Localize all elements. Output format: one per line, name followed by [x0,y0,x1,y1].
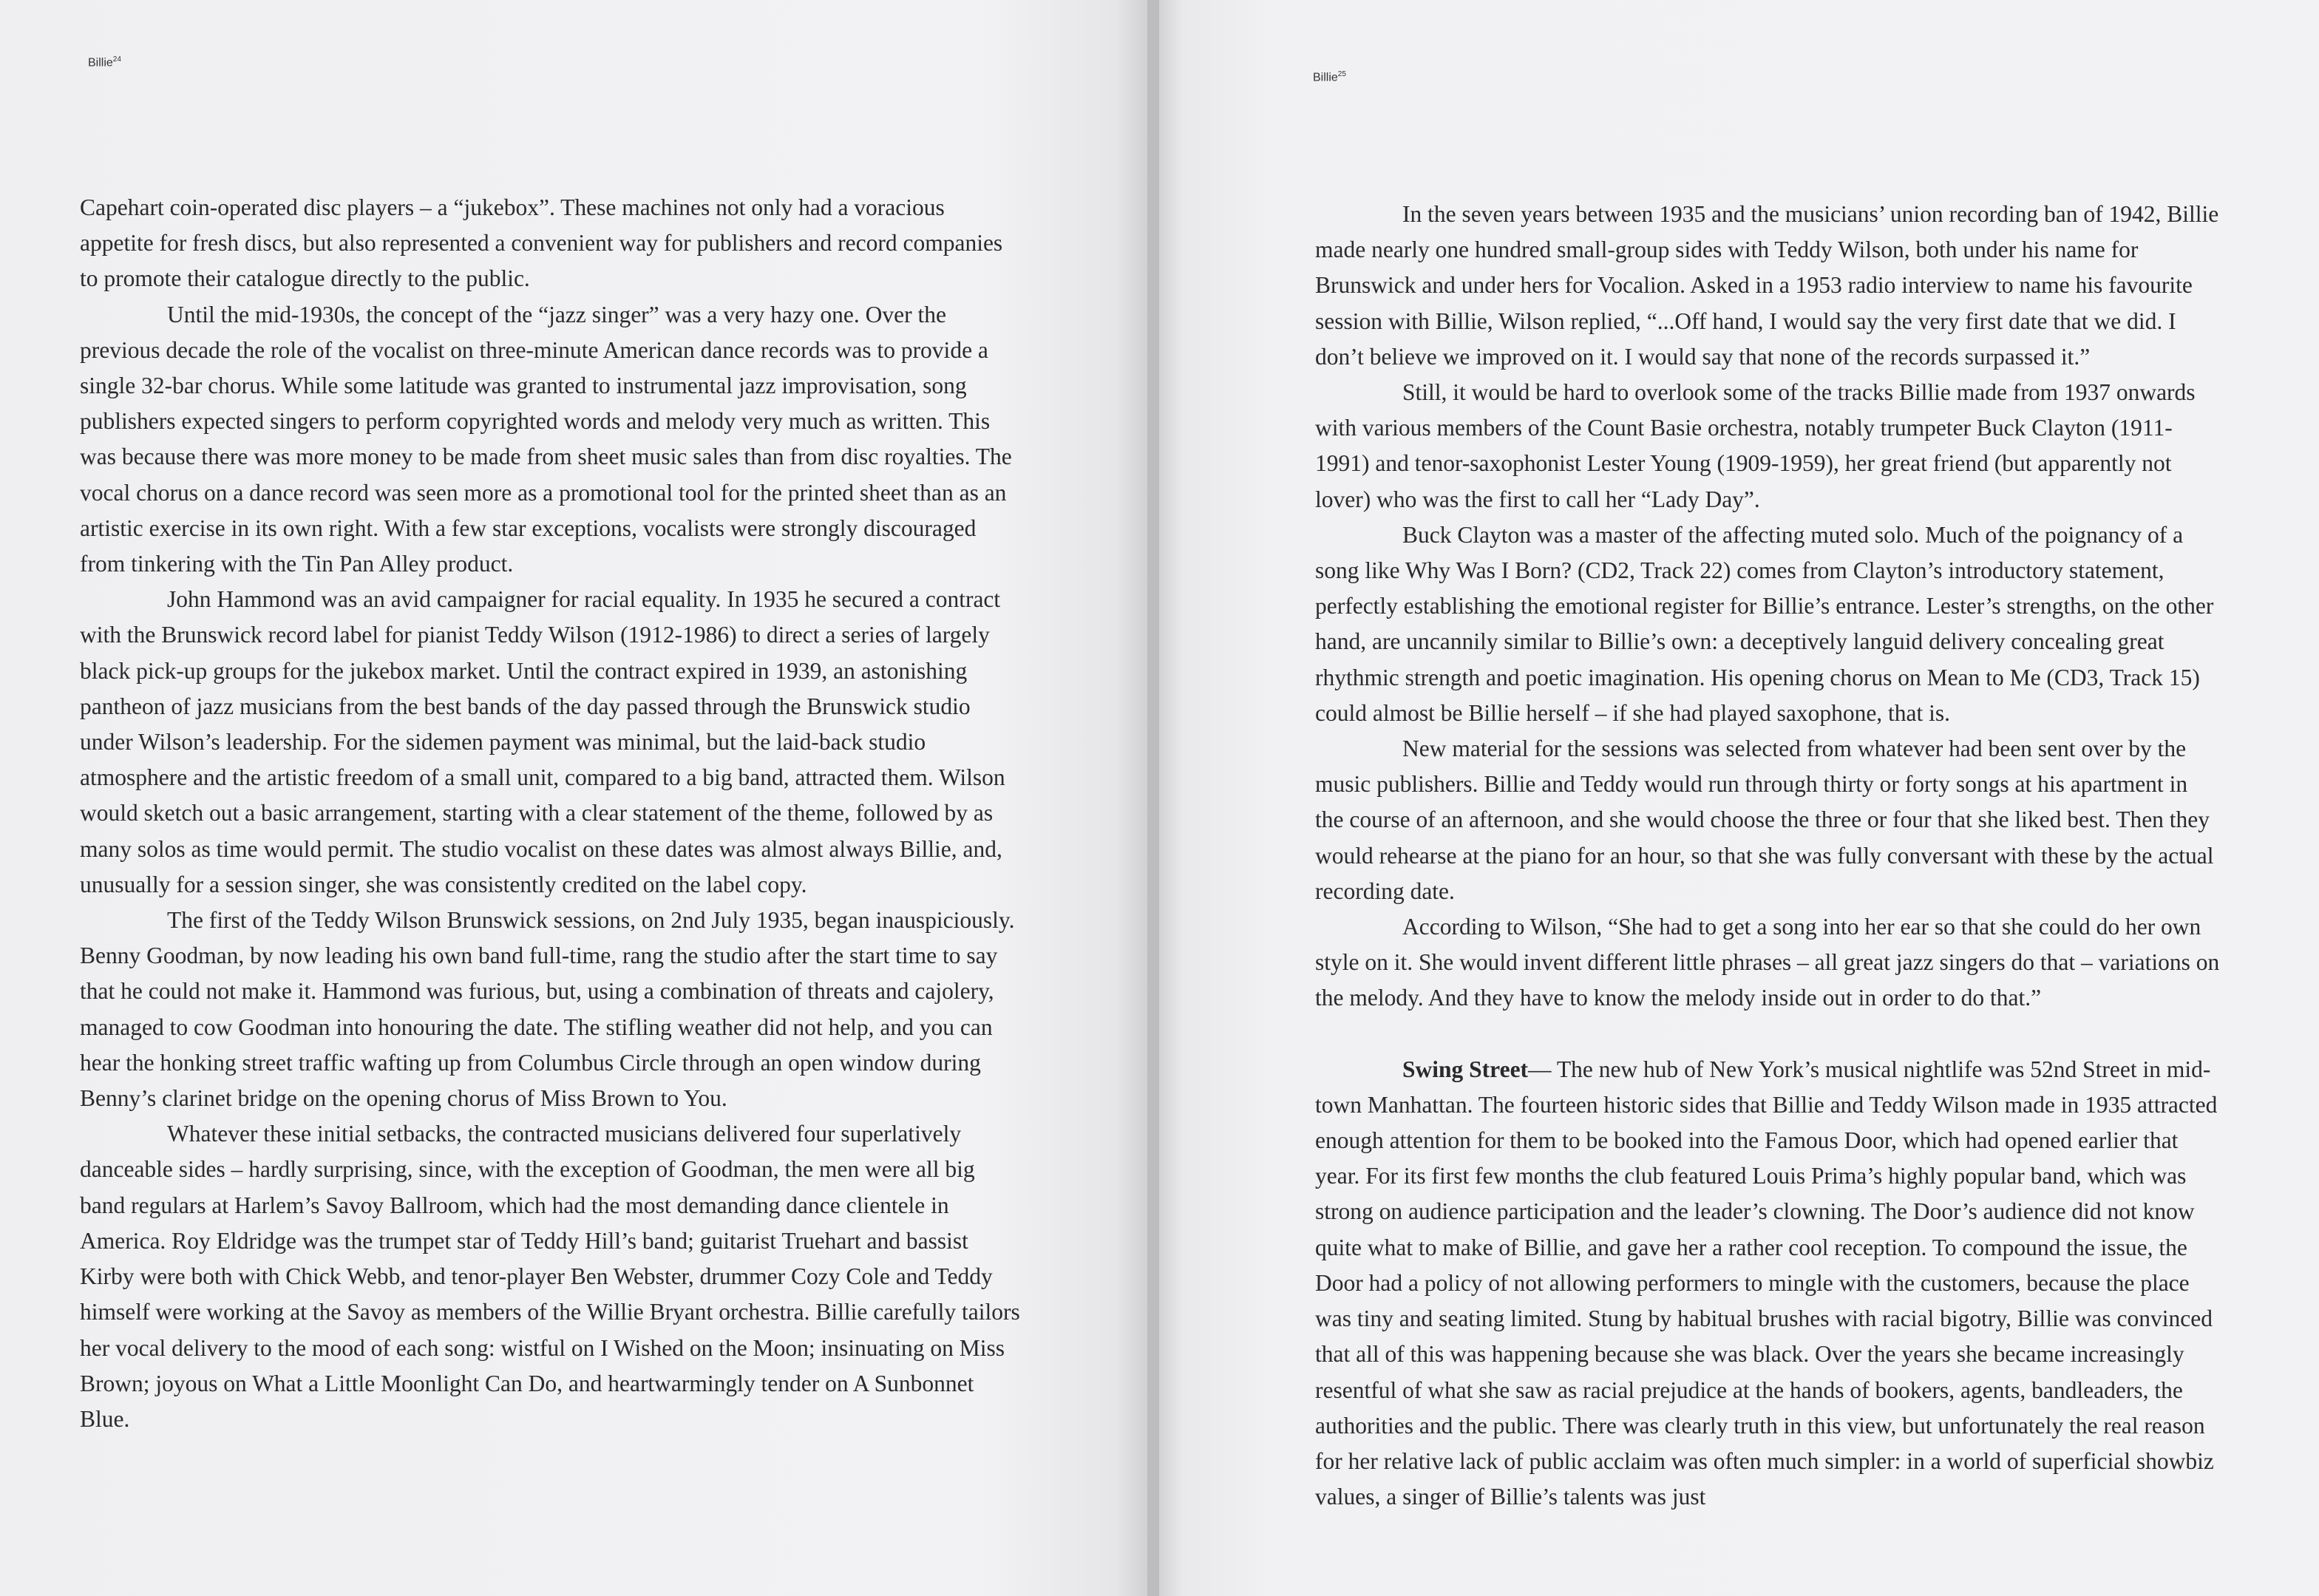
right-page-number: 25 [1337,70,1346,78]
right-running-head [1313,70,1346,84]
paragraph: In the seven years between 1935 and the musicians’ union recording ban of 1942, Billie made nearly one hundred small-group sides with Teddy Wilson, both under his name for Brunswick and under hers for Vocalion. Asked in a 1953 radio interview to name his favourite session with Billie, Wilson replied, “...Off hand, I would say the very first date that we did. I don’t believe we improved on it. I would say that none of the records surpassed it.” [1315,201,2219,370]
left-page [0,0,1150,1596]
right-running-head-title: Billie [1313,71,1338,84]
section-paragraph [1315,1052,2221,1515]
paragraph: Still, it would be hard to overlook some of the tracks Billie made from 1937 onwards with various members of the Count Basie orchestra, notably trumpeter Buck Clayton (1911-1991) and tenor-saxophonist Lester Young (1909-1959), her great friend (but apparently not lover) who was the first to call her “Lady Day”. [1315,379,2196,512]
paragraph: New material for the sessions was selected from whatever had been sent over by the music publishers. Billie and Teddy would run through thirty or forty songs at his apartment in the course of an afternoon, and she would choose the three or four that she liked best. Then they would rehearse at the piano for an hour, so that she was fully conversant with these by the actual recording date. [1315,736,2214,904]
paragraph: Capehart coin-operated disc players – a “jukebox”. These machines not only had a voracious appetite for fresh discs, but also represented a convenient way for publishers and record companies to promote their catalogue directly to the public. [80,194,1003,292]
section-heading: Swing Street [1402,1056,1529,1082]
left-running-head [88,55,121,69]
right-page [1159,0,2319,1596]
paragraph: John Hammond was an avid campaigner for racial equality. In 1935 he secured a contract with the Brunswick record label for pianist Teddy Wilson (1912-1986) to direct a series of largely black pick-up groups for the jukebox market. Until the contract expired in 1939, an astonishing pantheon of jazz musicians from the best bands of the day passed through the Brunswick studio under Wilson’s leadership. For the sidemen payment was minimal, but the laid-back studio atmosphere and the artistic freedom of a small unit, compared to a big band, attracted them. Wilson would sketch out a basic arrangement, starting with a clear statement of the theme, followed by as many solos as time would permit. The studio vocalist on these dates was almost always Billie, and, unusually for a session singer, she was consistently credited on the label copy. [80,586,1005,897]
left-running-head-title: Billie [88,56,113,69]
section-text: — The new hub of New York’s musical nightlife was 52nd Street in mid-town Manhattan. The fourteen historic sides that Billie and Teddy Wilson made in 1935 attracted enough attention for them to be booked into the Famous Door, which had opened earlier that year. For its first few months the club featured Louis Prima’s highly popular band, which was strong on audience participation and the leader’s clowning. The Door’s audience did not know quite what to make of Billie, and gave her a rather cool reception. To compound the issue, the Door had a policy of not allowing performers to mingle with the customers, because the place was tiny and seating limited. Stung by habitual brushes with racial bigotry, Billie was convinced that all of this was happening because she was black. Over the years she became increasingly resentful of what she saw as racial prejudice at the hands of bookers, agents, bandleaders, the authorities and the public. There was clearly truth in this view, but unfortunately the real reason for her relative lack of public acclaim was often much simpler: in a world of superficial showbiz values, a singer of Billie’s talents was just [1315,1056,2218,1510]
paragraph: Whatever these initial setbacks, the contracted musicians delivered four superlatively danceable sides – hardly surprising, since, with the exception of Goodman, the men were all big band regulars at Harlem’s Savoy Ballroom, which had the most demanding dance clientele in America. Roy Eldridge was the trumpet star of Teddy Hill’s band; guitarist Truehart and bassist Kirby were both with Chick Webb, and tenor-player Ben Webster, drummer Cozy Cole and Teddy himself were working at the Savoy as members of the Willie Bryant orchestra. Billie carefully tailors her vocal delivery to the mood of each song: wistful on I Wished on the Moon; insinuating on Miss Brown; joyous on What a Little Moonlight Can Do, and heartwarmingly tender on A Sunbonnet Blue. [80,1121,1020,1432]
left-body-text [80,190,1020,1437]
paragraph: Until the mid-1930s, the concept of the “jazz singer” was a very hazy one. Over the previous decade the role of the vocalist on three-minute American dance records was to provide a single 32-bar chorus. While some latitude was granted to instrumental jazz improvisation, song publishers expected singers to perform copyrighted words and melody very much as written. This was because there was more money to be made from sheet music sales than from disc royalties. The vocal chorus on a dance record was seen more as a promotional tool for the printed sheet than as an artistic exercise in its own right. With a few star exceptions, vocalists were strongly discouraged from tinkering with the Tin Pan Alley product. [80,301,1012,577]
right-body-text [1315,197,2221,1515]
paragraph: Buck Clayton was a master of the affecting muted solo. Much of the poignancy of a song like Why Was I Born? (CD2, Track 22) comes from Clayton’s introductory statement, perfectly establishing the emotional register for Billie’s entrance. Lester’s strengths, on the other hand, are uncannily similar to Billie’s own: a deceptively languid delivery concealing great rhythmic strength and poetic imagination. His opening chorus on Mean to Me (CD3, Track 15) could almost be Billie herself – if she had played saxophone, that is. [1315,521,2214,726]
paragraph: According to Wilson, “She had to get a song into her ear so that she could do her own style on it. She would invent different little phrases – all great jazz singers do that – variations on the melody. And they have to know the melody inside out in order to do that.” [1315,914,2220,1011]
left-page-number: 24 [112,55,121,64]
paragraph: The first of the Teddy Wilson Brunswick sessions, on 2nd July 1935, began inauspiciously. Benny Goodman, by now leading his own band full-time, rang the studio after the start time to say that he could not make it. Hammond was furious, but, using a combination of threats and cajolery, managed to cow Goodman into honouring the date. The stifling weather did not help, and you can hear the honking street traffic wafting up from Columbus Circle through an open window during Benny’s clarinet bridge on the opening chorus of Miss Brown to You. [80,907,1015,1112]
